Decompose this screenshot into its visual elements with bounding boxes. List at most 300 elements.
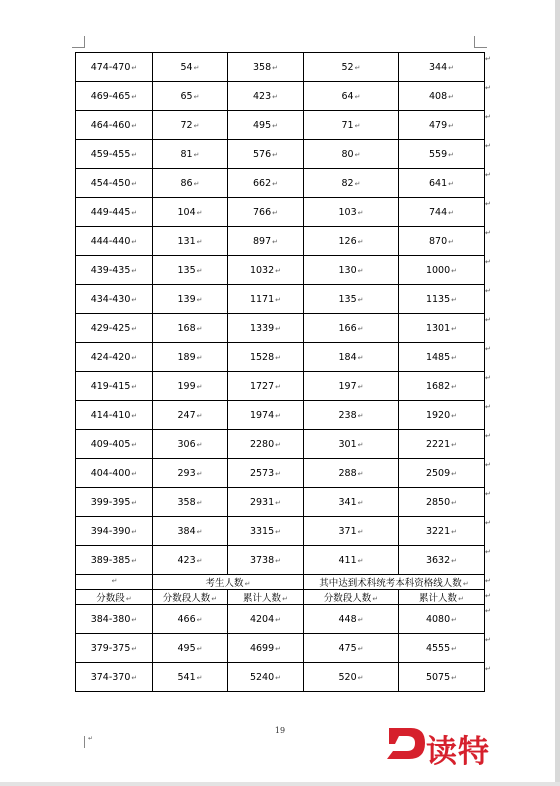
cell-end-mark: ↵ xyxy=(275,673,282,682)
score-distribution-table xyxy=(75,52,485,692)
table-cell xyxy=(153,488,228,517)
cell-value: 104 xyxy=(177,206,196,218)
cell-value: 344 xyxy=(428,61,448,73)
cell-value: 459-455 xyxy=(90,148,131,160)
row-end-mark: ↵ xyxy=(485,344,491,353)
table-cell xyxy=(228,401,304,430)
table-cell xyxy=(304,140,399,169)
cell-end-mark: ↵ xyxy=(131,150,138,159)
row-end-mark: ↵ xyxy=(485,199,491,208)
table-cell xyxy=(399,198,485,227)
page-edge-right xyxy=(555,0,560,786)
cell-value: 358 xyxy=(177,496,196,508)
cell-end-mark: ↵ xyxy=(357,237,364,246)
table-cell xyxy=(76,256,153,285)
cell-value: 541 xyxy=(177,671,196,683)
cell-value: 1528 xyxy=(249,351,275,363)
table-cell xyxy=(304,605,399,634)
logo-wordmark: 读特 xyxy=(426,734,490,770)
table-cell xyxy=(399,401,485,430)
cell-value: 423 xyxy=(177,554,196,566)
cell-end-mark: ↵ xyxy=(131,353,138,362)
cell-end-mark: ↵ xyxy=(196,556,203,565)
row-end-mark: ↵ xyxy=(485,257,491,266)
row-end-mark: ↵ xyxy=(485,591,491,600)
row-end-mark: ↵ xyxy=(485,547,491,556)
cell-end-mark: ↵ xyxy=(193,92,200,101)
cell-value: 82 xyxy=(341,177,354,189)
cell-value: 247 xyxy=(177,409,196,421)
table-header-block xyxy=(76,575,485,605)
table-cell xyxy=(153,256,228,285)
table-cell xyxy=(76,488,153,517)
cell-value: 168 xyxy=(177,322,196,334)
table-cell xyxy=(76,401,153,430)
row-end-mark: ↵ xyxy=(485,431,491,440)
table-cell xyxy=(228,343,304,372)
table-cell xyxy=(399,256,485,285)
cell-value: 1032 xyxy=(249,264,275,276)
cell-end-mark: ↵ xyxy=(451,556,458,565)
cell-end-mark: ↵ xyxy=(357,295,364,304)
cell-value: 4204 xyxy=(249,613,275,625)
cell-end-mark: ↵ xyxy=(275,353,282,362)
cell-value: 139 xyxy=(177,293,196,305)
cell-value: 641 xyxy=(428,177,448,189)
cell-value: 559 xyxy=(428,148,448,160)
table-cell xyxy=(228,285,304,314)
cell-end-mark: ↵ xyxy=(357,324,364,333)
cell-value: 495 xyxy=(252,119,272,131)
cell-value: 2931 xyxy=(249,496,275,508)
table-cell xyxy=(153,140,228,169)
cell-value: 130 xyxy=(338,264,357,276)
cell-end-mark: ↵ xyxy=(272,208,278,217)
table-cell xyxy=(153,546,228,575)
cell-end-mark: ↵ xyxy=(272,179,278,188)
cell-end-mark: ↵ xyxy=(357,527,364,536)
table-cell xyxy=(304,634,399,663)
cell-value: 2850 xyxy=(425,496,451,508)
table-cell xyxy=(399,517,485,546)
table-cell xyxy=(399,634,485,663)
cell-value: 469-465 xyxy=(90,90,131,102)
cell-value: 576 xyxy=(252,148,272,160)
table-cell xyxy=(228,314,304,343)
cell-end-mark: ↵ xyxy=(357,208,364,217)
cell-value: 766 xyxy=(252,206,272,218)
cell-value: 2280 xyxy=(249,438,275,450)
cell-value: 411 xyxy=(338,554,357,566)
cell-end-mark: ↵ xyxy=(357,382,364,391)
row-end-mark: ↵ xyxy=(485,112,491,121)
table-cell xyxy=(153,372,228,401)
cell-end-mark: ↵ xyxy=(272,63,278,72)
cell-end-mark: ↵ xyxy=(275,469,282,478)
table-cell xyxy=(76,430,153,459)
cell-end-mark: ↵ xyxy=(193,63,200,72)
row-end-mark: ↵ xyxy=(485,170,491,179)
table-cell xyxy=(153,634,228,663)
cell-value: 341 xyxy=(338,496,357,508)
cell-end-mark: ↵ xyxy=(451,440,458,449)
cell-end-mark: ↵ xyxy=(451,644,458,653)
table-row xyxy=(76,343,485,372)
cell-value: 54 xyxy=(180,61,193,73)
cell-value: 389-385 xyxy=(90,554,131,566)
table-cell xyxy=(304,82,399,111)
cell-end-mark: ↵ xyxy=(196,411,203,420)
row-end-mark: ↵ xyxy=(485,518,491,527)
table-cell xyxy=(228,169,304,198)
table-cell xyxy=(304,517,399,546)
cell-value: 374-370 xyxy=(90,671,131,683)
cell-end-mark: ↵ xyxy=(272,92,278,101)
cell-value: 1974 xyxy=(249,409,275,421)
table-cell xyxy=(153,111,228,140)
table-cell xyxy=(304,285,399,314)
table-row xyxy=(76,459,485,488)
table-row xyxy=(76,401,485,430)
table-cell xyxy=(228,605,304,634)
cell-value: 80 xyxy=(341,148,354,160)
table-cell xyxy=(304,256,399,285)
cell-end-mark: ↵ xyxy=(448,208,454,217)
cell-value: 3221 xyxy=(425,525,451,537)
table-row xyxy=(76,227,485,256)
table-cell xyxy=(228,198,304,227)
table-cell xyxy=(76,459,153,488)
cell-end-mark: ↵ xyxy=(357,498,364,507)
table-cell xyxy=(399,488,485,517)
cell-end-mark: ↵ xyxy=(196,295,203,304)
cell-end-mark: ↵ xyxy=(451,673,458,682)
cell-end-mark: ↵ xyxy=(451,295,458,304)
cell-value: 4080 xyxy=(425,613,451,625)
table-row xyxy=(76,634,485,663)
cell-value: 131 xyxy=(177,235,196,247)
cell-value: 384-380 xyxy=(90,613,131,625)
table-cell xyxy=(228,53,304,82)
table-cell xyxy=(228,517,304,546)
table-cell xyxy=(228,82,304,111)
cell-end-mark: ↵ xyxy=(357,411,364,420)
cell-value: 1682 xyxy=(425,380,451,392)
cell-end-mark: ↵ xyxy=(275,644,282,653)
table-cell xyxy=(76,663,153,692)
cell-end-mark: ↵ xyxy=(275,527,282,536)
table-cell xyxy=(153,663,228,692)
cell-end-mark: ↵ xyxy=(131,63,138,72)
cell-value: 2509 xyxy=(425,467,451,479)
cell-end-mark: ↵ xyxy=(354,179,361,188)
cell-value: 288 xyxy=(338,467,357,479)
cell-value: 399-395 xyxy=(90,496,131,508)
cell-value: 419-415 xyxy=(90,380,131,392)
col-header-qualified-cumulative: 累计人数↵ xyxy=(399,590,485,605)
table-row xyxy=(76,140,485,169)
cell-end-mark: ↵ xyxy=(357,266,364,275)
row-end-mark: ↵ xyxy=(485,286,491,295)
table-cell xyxy=(76,605,153,634)
table-cell xyxy=(153,430,228,459)
row-end-mark: ↵ xyxy=(485,489,491,498)
table-cell xyxy=(399,372,485,401)
cell-value: 424-420 xyxy=(90,351,131,363)
cell-value: 184 xyxy=(338,351,357,363)
table-cell xyxy=(228,430,304,459)
cell-end-mark: ↵ xyxy=(131,615,138,624)
table-cell xyxy=(76,285,153,314)
table-body-top xyxy=(76,53,485,575)
table-cell xyxy=(76,169,153,198)
cell-end-mark: ↵ xyxy=(451,266,458,275)
table-cell xyxy=(304,198,399,227)
table-cell xyxy=(304,663,399,692)
cell-end-mark: ↵ xyxy=(131,179,138,188)
table-cell xyxy=(228,459,304,488)
table-cell xyxy=(399,459,485,488)
cell-end-mark: ↵ xyxy=(275,615,282,624)
row-end-mark: ↵ xyxy=(485,635,491,644)
cell-end-mark: ↵ xyxy=(131,324,138,333)
cell-value: 439-435 xyxy=(90,264,131,276)
table-cell xyxy=(228,140,304,169)
crop-mark-top-left-h xyxy=(72,47,84,48)
cell-value: 72 xyxy=(180,119,193,131)
cell-value: 5075 xyxy=(425,671,451,683)
page-edge-bottom xyxy=(0,782,560,786)
cell-end-mark: ↵ xyxy=(272,150,278,159)
score-band-header-blank: ↵ xyxy=(76,575,153,590)
cell-value: 464-460 xyxy=(90,119,131,131)
cell-end-mark: ↵ xyxy=(451,469,458,478)
table-cell xyxy=(153,198,228,227)
table-cell xyxy=(304,227,399,256)
cell-value: 199 xyxy=(177,380,196,392)
col-header-qualified-band-count: 分数段人数↵ xyxy=(304,590,399,605)
table-cell xyxy=(399,169,485,198)
row-end-mark: ↵ xyxy=(485,402,491,411)
cell-end-mark: ↵ xyxy=(451,527,458,536)
table-cell xyxy=(76,343,153,372)
cell-end-mark: ↵ xyxy=(448,179,454,188)
table-row xyxy=(76,430,485,459)
table-cell xyxy=(399,314,485,343)
cell-end-mark: ↵ xyxy=(131,527,138,536)
table-cell xyxy=(153,343,228,372)
cell-end-mark: ↵ xyxy=(354,63,361,72)
cell-end-mark: ↵ xyxy=(196,237,203,246)
table-row xyxy=(76,53,485,82)
col-header-band-count: 分数段人数↵ xyxy=(153,590,228,605)
table-cell xyxy=(228,546,304,575)
table-cell xyxy=(228,256,304,285)
table-cell xyxy=(76,517,153,546)
cell-end-mark: ↵ xyxy=(275,266,282,275)
cell-end-mark: ↵ xyxy=(275,382,282,391)
table-row xyxy=(76,488,485,517)
cell-end-mark: ↵ xyxy=(131,295,138,304)
col-header-score-band: 分数段↵ xyxy=(76,590,153,605)
cell-end-mark: ↵ xyxy=(275,440,282,449)
cell-end-mark: ↵ xyxy=(131,266,138,275)
cell-value: 189 xyxy=(177,351,196,363)
cell-value: 103 xyxy=(338,206,357,218)
cell-value: 2221 xyxy=(425,438,451,450)
table-cell xyxy=(153,169,228,198)
table-row xyxy=(76,546,485,575)
table-cell xyxy=(304,546,399,575)
cell-value: 71 xyxy=(341,119,354,131)
cell-value: 52 xyxy=(341,61,354,73)
cell-end-mark: ↵ xyxy=(448,237,454,246)
table-cell xyxy=(304,488,399,517)
cell-end-mark: ↵ xyxy=(196,353,203,362)
table-row xyxy=(76,169,485,198)
cell-end-mark: ↵ xyxy=(448,63,454,72)
cell-value: 448 xyxy=(338,613,357,625)
col-header-cumulative: 累计人数↵ xyxy=(228,590,304,605)
table-cell xyxy=(76,53,153,82)
cell-end-mark: ↵ xyxy=(193,150,200,159)
cell-end-mark: ↵ xyxy=(354,121,361,130)
cell-value: 3315 xyxy=(249,525,275,537)
table-cell xyxy=(304,430,399,459)
table-cell xyxy=(153,227,228,256)
table-cell xyxy=(304,314,399,343)
cell-end-mark: ↵ xyxy=(451,324,458,333)
cell-value: 293 xyxy=(177,467,196,479)
cell-value: 2573 xyxy=(249,467,275,479)
qualified-group-header: 其中达到术科统考本科资格线人数↵ xyxy=(304,575,485,590)
table-cell xyxy=(399,82,485,111)
cell-value: 475 xyxy=(338,642,357,654)
cell-value: 1000 xyxy=(425,264,451,276)
table-cell xyxy=(76,227,153,256)
cell-end-mark: ↵ xyxy=(354,92,361,101)
table-cell xyxy=(76,314,153,343)
cell-value: 65 xyxy=(180,90,193,102)
cell-value: 3632 xyxy=(425,554,451,566)
cell-value: 662 xyxy=(252,177,272,189)
table-row xyxy=(76,663,485,692)
cell-end-mark: ↵ xyxy=(275,411,282,420)
table-cell xyxy=(153,285,228,314)
cell-end-mark: ↵ xyxy=(196,382,203,391)
cell-value: 81 xyxy=(180,148,193,160)
cell-end-mark: ↵ xyxy=(357,615,364,624)
cell-value: 744 xyxy=(428,206,448,218)
table-cell xyxy=(399,663,485,692)
crop-mark-top-right-h xyxy=(475,47,487,48)
group-header-row xyxy=(76,575,485,590)
table-row xyxy=(76,256,485,285)
cell-value: 1135 xyxy=(425,293,451,305)
cell-value: 135 xyxy=(338,293,357,305)
cell-value: 404-400 xyxy=(90,467,131,479)
cell-end-mark: ↵ xyxy=(196,527,203,536)
cell-end-mark: ↵ xyxy=(272,237,278,246)
cell-value: 423 xyxy=(252,90,272,102)
cell-end-mark: ↵ xyxy=(451,411,458,420)
row-end-mark: ↵ xyxy=(485,373,491,382)
table-row xyxy=(76,285,485,314)
cell-end-mark: ↵ xyxy=(196,644,203,653)
cell-end-mark: ↵ xyxy=(451,353,458,362)
cell-value: 126 xyxy=(338,235,357,247)
table-cell xyxy=(76,111,153,140)
cell-end-mark: ↵ xyxy=(131,498,138,507)
table-cell xyxy=(399,111,485,140)
row-end-mark: ↵ xyxy=(485,460,491,469)
cell-end-mark: ↵ xyxy=(448,121,454,130)
page-number: 19 xyxy=(274,726,286,735)
table-cell xyxy=(304,111,399,140)
row-end-mark: ↵ xyxy=(485,141,491,150)
cell-end-mark: ↵ xyxy=(131,121,138,130)
cell-value: 86 xyxy=(180,177,193,189)
cell-end-mark: ↵ xyxy=(196,266,203,275)
table-cell xyxy=(304,401,399,430)
cell-end-mark: ↵ xyxy=(196,615,203,624)
cell-value: 384 xyxy=(177,525,196,537)
table-cell xyxy=(76,372,153,401)
cell-value: 1727 xyxy=(249,380,275,392)
cell-end-mark: ↵ xyxy=(275,295,282,304)
logo-d-icon xyxy=(387,728,425,759)
table-cell xyxy=(399,605,485,634)
cell-value: 1301 xyxy=(425,322,451,334)
cell-value: 1171 xyxy=(249,293,275,305)
cell-end-mark: ↵ xyxy=(451,382,458,391)
cell-end-mark: ↵ xyxy=(131,440,138,449)
row-end-mark: ↵ xyxy=(485,606,491,615)
cell-value: 429-425 xyxy=(90,322,131,334)
column-header-row xyxy=(76,590,485,605)
cell-value: 197 xyxy=(338,380,357,392)
table-cell xyxy=(153,401,228,430)
cell-value: 449-445 xyxy=(90,206,131,218)
cell-end-mark: ↵ xyxy=(196,498,203,507)
cell-value: 444-440 xyxy=(90,235,131,247)
cell-end-mark: ↵ xyxy=(131,237,138,246)
table-cell xyxy=(153,53,228,82)
cell-value: 394-390 xyxy=(90,525,131,537)
table-row xyxy=(76,517,485,546)
table-cell xyxy=(76,634,153,663)
row-end-mark: ↵ xyxy=(485,664,491,673)
cell-value: 466 xyxy=(177,613,196,625)
table-cell xyxy=(304,169,399,198)
table-cell xyxy=(304,343,399,372)
cell-end-mark: ↵ xyxy=(196,440,203,449)
table-row xyxy=(76,82,485,111)
cell-end-mark: ↵ xyxy=(275,498,282,507)
cell-value: 1920 xyxy=(425,409,451,421)
cell-end-mark: ↵ xyxy=(357,556,364,565)
table-cell xyxy=(399,343,485,372)
cell-value: 371 xyxy=(338,525,357,537)
table-cell xyxy=(76,140,153,169)
cell-value: 4555 xyxy=(425,642,451,654)
table-cell xyxy=(153,517,228,546)
table-cell xyxy=(399,140,485,169)
cell-end-mark: ↵ xyxy=(357,469,364,478)
table-cell xyxy=(153,314,228,343)
table-row xyxy=(76,111,485,140)
table-cell xyxy=(228,634,304,663)
